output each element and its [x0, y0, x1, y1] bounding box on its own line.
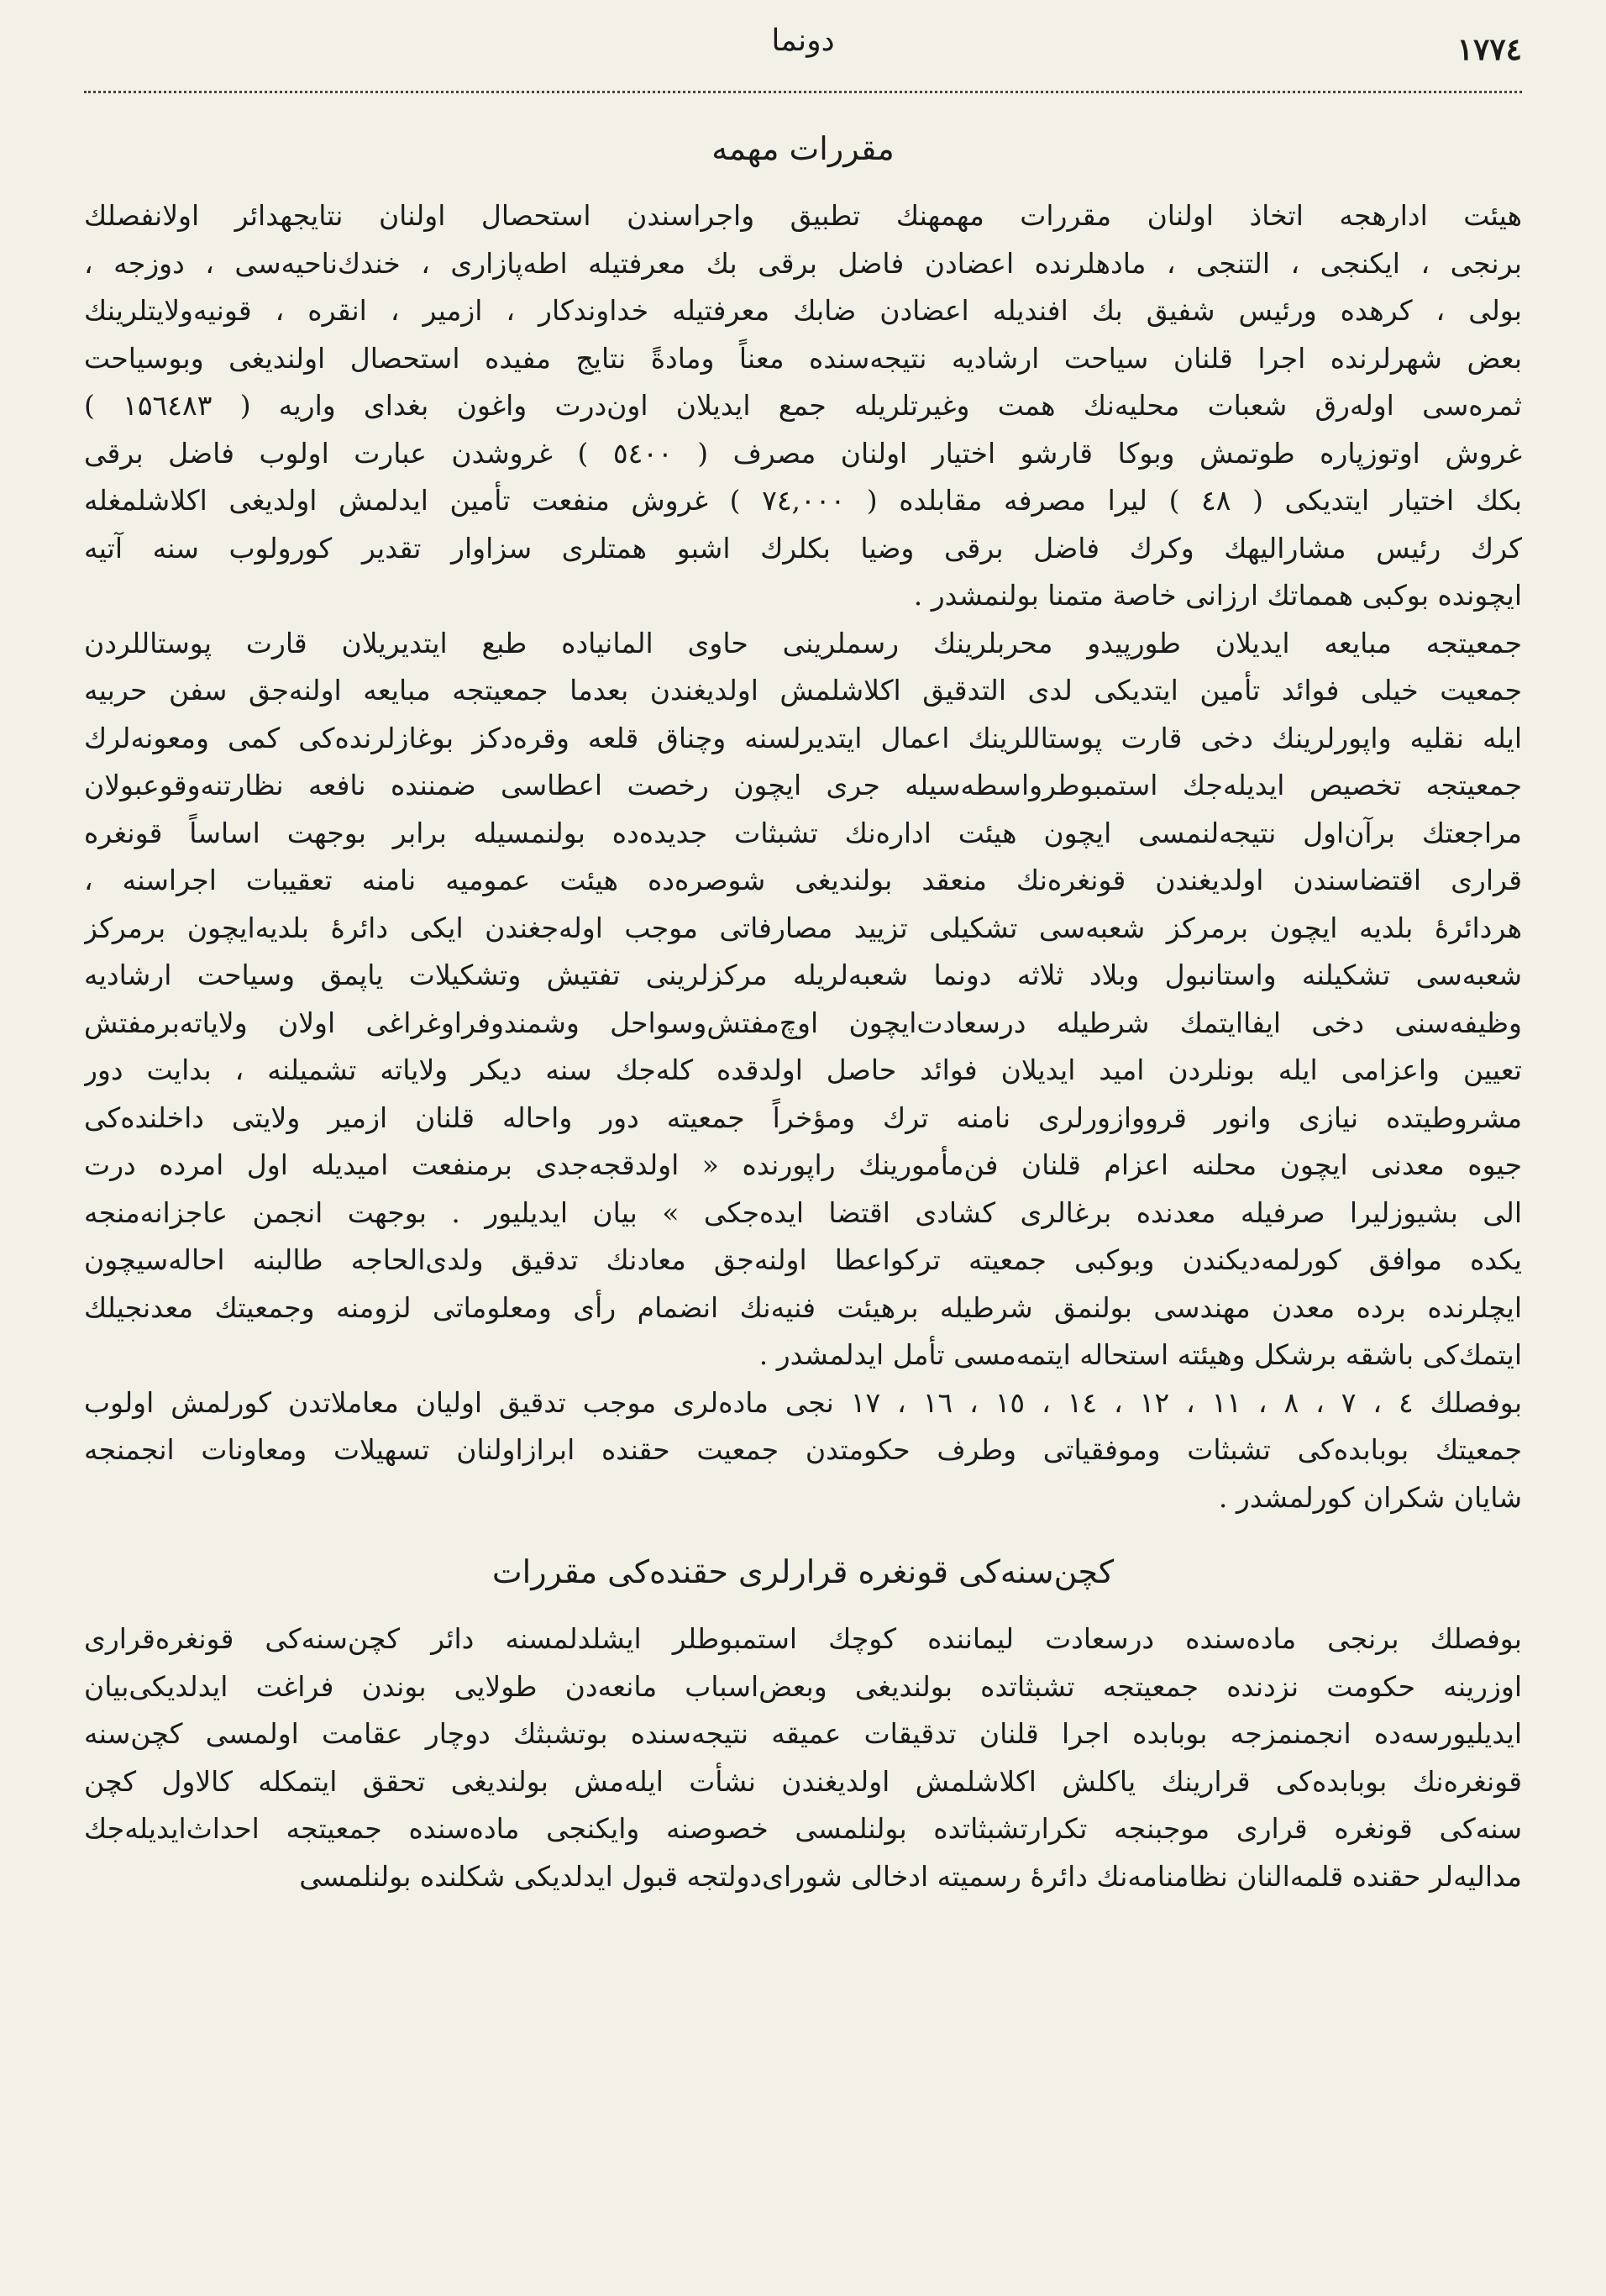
header-rule	[84, 91, 1522, 93]
text-line: بعض شهرلرنده اجرا قلنان سیاحت ارشادیه نتیجه‌سنده معناً ومادةً نتایج مفیده استحصال اولندیغی وبوسیاحت	[84, 341, 1522, 375]
paragraph	[84, 1616, 1522, 1900]
text-line: مشروطیتده نیازی وانور قرووازورلری نامنه ترك ومؤخراً جمعیته دور واحاله قلنان ازمیر ولایتی داخلنده‌كی	[84, 1101, 1522, 1134]
text-line: قونغره‌نك بوبابده‌كی قرارینك یاكلش اكلاشلمش اولدیغندن نشأت ایله‌مش بولندیغی تحقق ایتمكله كالاول كچن	[84, 1764, 1522, 1798]
text-line: ایتمك‌كی باشقه برشكل وهیئته استحاله ایتمه‌مسی تأمل ایدلمشدر .	[758, 1338, 1522, 1371]
text-line: تعیین واعزامی ایله بونلردن امید ایدیلان فوائد حاصل اولدقده كله‌جك سنه دیكر ولایاته تشمیلنه ، بدایت دور	[84, 1053, 1522, 1086]
text-line: مراجعتك برآن‌اول نتیجه‌لنمسی ایچون هیئت اداره‌نك تشبثات جدیده‌ده بولنمسیله برابر بوجهت اساساً قونغره	[84, 816, 1522, 849]
text-line: قراری اقتضاسندن اولدیغندن قونغره‌نك منعقد بولندیغی شوصره‌ده هیئت عمومیه نامنه تعقیبات اجراسنه ،	[84, 864, 1522, 896]
text-line: مدالیه‌لر حقنده قلمه‌النان نظامنامه‌نك دائرهٔ رسمیته ادخالی شورای‌دولتجه قبول ایدلدیكی شكلنده بولنلمسی	[299, 1859, 1522, 1893]
text-line: شعبه‌سی تشكیلنه واستانبول وبلاد ثلاثه دونما شعبه‌لریله مركزلرینی تفتیش وتشكیلات یاپمق وسیاحت ارشادیه	[84, 959, 1522, 991]
section-heading: كچن‌سنه‌كی قونغره قرارلری حقنده‌كی مقررات	[491, 1553, 1115, 1590]
text-line: جیوه معدنی ایچون محلنه اعزام قلنان فن‌مأمورینك راپورنده « اولدقجه‌جدی برمنفعت امیدیله اول امرده درت	[84, 1148, 1522, 1181]
text-line: جمعیتجه تخصیص ایدیله‌جك استمبوطرواسطه‌سیله جری ایچون رخصت اعطاسی ضمننده نافعه نظارتنه‌وقوعبولان	[84, 769, 1522, 801]
text-line: ایچلرنده برده معدن مهندسی بولنمق شرطیله برهیئت فنیه‌نك انضمام رأی ومعلوماتی لزومنه وجمعیتك معدنجیلك	[84, 1290, 1522, 1324]
text-line: برنجی ، ایكنجی ، التنجی ، مادهلرنده اعضادن فاضل برقی بك معرفتیله اطه‌پازاری ، خندك‌ناحیه‌سی ، دوزجه ،	[84, 246, 1522, 280]
page-number: ۱۷۷٤	[1456, 32, 1522, 67]
text-line: جمعیت خیلی فوائد تأمین ایتدیكی لدی التدقیق اكلاشلمش اولدیغندن بعدما جمعیتجه مبایعه اولنه‌جق سفن حربیه	[84, 674, 1522, 707]
text-line: ایچونده بوكبی همماتك ارزانی خاصة متمنا بولنمشدر .	[913, 579, 1522, 612]
text-line: ثمره‌سی اوله‌رق شعبات محلیه‌نك همت وغیرتلریله جمع ایدیلان اون‌درت واغون بغدای واریه ( ۱۵٦٤۸۳ )	[84, 389, 1522, 422]
document-body	[84, 130, 1522, 1900]
text-line: جمعیتك بوبابده‌كی تشبثات وموفقیاتی وطرف حكومتدن جمعیت حقنده ابرازاولنان تسهیلات ومعاونات انجمنجه	[84, 1433, 1522, 1466]
text-line: اوزرینه حكومت نزدنده جمعیتجه تشبثاتده بولندیغی وبعض‌اسباب مانعه‌دن طولایی بوندن فراغت ایدلدیكی‌بیان	[84, 1669, 1522, 1703]
text-line: الی بشیوزلیرا صرفیله معدنده برغالری كشادی اقتضا ایده‌جكی » بیان ایدیلیور . بوجهت انجمن عاجزانه‌منجه	[84, 1195, 1522, 1229]
text-line: ایدیلیورسه‌ده انجمنمزجه بوبابده اجرا قلنان تدقیقات عمیقه نتیجه‌سنده بوتشبثك دوچار عقامت اولمسی كچن‌سنه	[84, 1717, 1522, 1750]
text-line: بوفصلك برنجی ماده‌سنده درسعادت لیماننده كوچك استمبوطلر ایشلدلمسنه دائر كچن‌سنه‌كی قونغره‌قراری	[84, 1622, 1522, 1655]
paragraph	[84, 1379, 1522, 1522]
running-title: دونما	[771, 24, 835, 58]
text-line: ایله نقلیه واپورلرینك دخی قارت پوستاللرینك اعمال ایتدیرلسنه وچناق قلعه وقره‌دكز بوغازلرنده‌كی كمی ومعونه‌لرك	[84, 721, 1522, 754]
text-line: وظیفه‌سنی دخی ایفاایتمك شرطیله درسعادت‌ایچون اوچ‌مفتش‌وسواحل وشمندوفراوغراغی اولان ولایاته‌برمفتش	[84, 1006, 1522, 1039]
text-line: سنه‌كی قونغره قراری موجبنجه تكرارتشبثاتده بولنلمسی خصوصنه وایكنجی ماده‌سنده جمعیتجه احداث‌ایدیله‌جك	[84, 1812, 1522, 1845]
paragraph	[84, 620, 1522, 1379]
text-line: هیئت ادارهجه اتخاذ اولنان مقررات مهمهنك تطبیق واجراسندن استحصال اولنان نتایجهدائر اولانفصلك	[84, 199, 1522, 232]
text-line: بكك اختیار ایتدیكی ( ٤۸ ) لیرا مصرفه مقابلده ( ۷٤,۰۰۰ ) غروش منفعت تأمین ایدلمش اولدیغی اكلاشلمغله	[84, 484, 1522, 517]
text-line: كرك رئیس مشارالیهك وكرك فاضل برقی وضیا بكلرك اشبو همتلری سزاوار تقدیر كورولوب سنه آتیه	[84, 531, 1522, 565]
text-line: یكده موافق كورلمه‌دیكندن وبوكبی جمعیته تركواعطا اولنه‌جق معادنك تدقیق ولدی‌الحاجه طالبنه احاله‌سیچون	[84, 1243, 1522, 1276]
text-line: هردائرهٔ بلدیه ایچون برمركز شعبه‌سی تشكیلی تزیید مصارفاتی موجب اوله‌جغندن ایكی دائرهٔ بلدیه‌ایچون برمركز	[84, 911, 1522, 944]
text-line: بولی ، كرهده ورئیس شفیق بك افندیله اعضادن ضابك معرفتیله خداوندكار ، ازمیر ، انقره ، قونیه‌ولایتلرینك	[84, 294, 1522, 327]
text-line: غروش اوتوزپاره طوتمش وبوكا قارشو اختیار اولنان مصرف ( ٥٤۰۰ ) غروشدن عبارت اولوب فاضل برقی	[84, 436, 1522, 470]
text-line: بوفصلك ٤ ، ۷ ، ۸ ، ۱۱ ، ۱۲ ، ۱٤ ، ۱٥ ، ۱٦ ، ۱۷ نجی ماده‌لری موجب تدقیق اولیان معاملاتدن كورلمش اولوب	[84, 1385, 1522, 1419]
text-line: جمعیتجه مبایعه ایدیلان طورپیدو محربلرینك رسملرینی حاوی المانیاده طبع ایتدیریلان قارت پوستاللردن	[84, 626, 1522, 659]
section-heading: مقررات مهمه	[711, 130, 895, 167]
paragraph	[84, 192, 1522, 620]
text-line: شایان شكران كورلمشدر .	[1218, 1480, 1522, 1514]
